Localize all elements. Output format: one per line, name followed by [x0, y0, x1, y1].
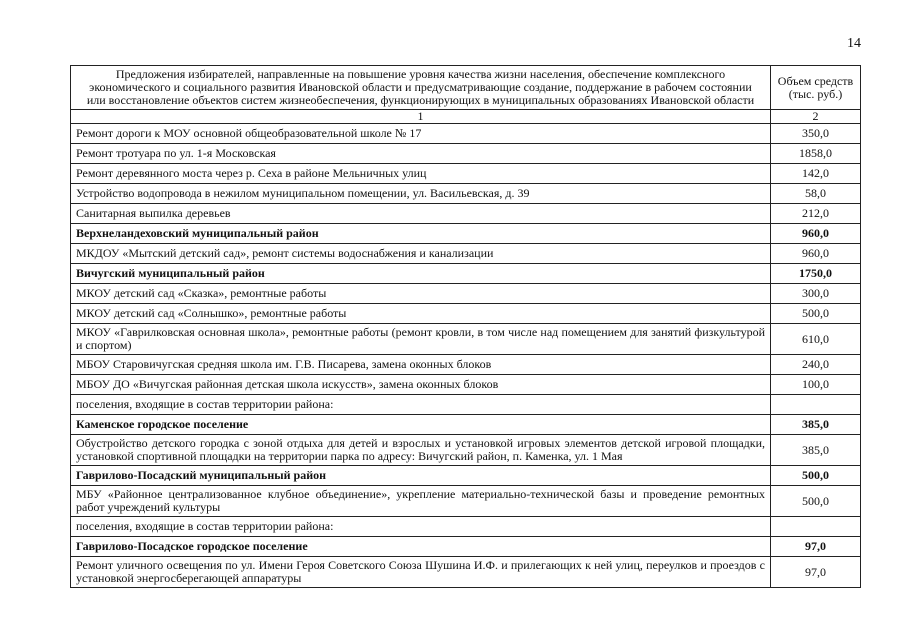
- row-value: 385,0: [771, 435, 861, 466]
- table-row: [71, 486, 861, 517]
- row-text: Обустройство детского городка с зоной отдыха для детей и взрослых и установкой игровых элементов детской игровой площадки, установкой спортивной площадки на территории парка по адресу: Вичугский район, п. Каменка, ул. 1 Мая: [71, 435, 771, 466]
- district-total: 960,0: [771, 224, 861, 244]
- row-text: МКОУ детский сад «Сказка», ремонтные работы: [71, 284, 771, 304]
- row-value: 1858,0: [771, 144, 861, 164]
- row-text: МБОУ Старовичугская средняя школа им. Г.В. Писарева, замена оконных блоков: [71, 355, 771, 375]
- row-value: 97,0: [771, 557, 861, 588]
- table-row: [71, 557, 861, 588]
- table-row: [71, 144, 861, 164]
- row-text: Ремонт дороги к МОУ основной общеобразовательной школе № 17: [71, 124, 771, 144]
- district-name: Верхнеландеховский муниципальный район: [71, 224, 771, 244]
- settlement-name: Каменское городское поселение: [71, 415, 771, 435]
- table-row: [71, 284, 861, 304]
- row-text: МКДОУ «Мытский детский сад», ремонт системы водоснабжения и канализации: [71, 244, 771, 264]
- district-heading-row: [71, 466, 861, 486]
- row-value: 500,0: [771, 486, 861, 517]
- district-total: 500,0: [771, 466, 861, 486]
- row-text: Санитарная выпилка деревьев: [71, 204, 771, 224]
- row-value: 610,0: [771, 324, 861, 355]
- table-row: [71, 164, 861, 184]
- row-value: 58,0: [771, 184, 861, 204]
- district-name: Вичугский муниципальный район: [71, 264, 771, 284]
- table-row: [71, 435, 861, 466]
- district-total: 1750,0: [771, 264, 861, 284]
- row-value: 500,0: [771, 304, 861, 324]
- settlements-subheading-row: [71, 517, 861, 537]
- header-description: Предложения избирателей, направленные на повышение уровня качества жизни населения, обеспечение комплексного экономического и социального развития Ивановской области и предусматривающие создание, поддержание в рабочем состоянии или восстановление объектов систем жизнеобеспечения, функционирующих в муниципальных образованиях Ивановской области: [71, 66, 771, 110]
- district-heading-row: [71, 264, 861, 284]
- column-number-2: 2: [771, 110, 861, 124]
- row-value: 212,0: [771, 204, 861, 224]
- row-value: 350,0: [771, 124, 861, 144]
- settlements-subheading-row: [71, 395, 861, 415]
- row-text: Устройство водопровода в нежилом муниципальном помещении, ул. Васильевская, д. 39: [71, 184, 771, 204]
- row-text: МБОУ ДО «Вичугская районная детская школа искусств», замена оконных блоков: [71, 375, 771, 395]
- table-row: [71, 204, 861, 224]
- row-value: 240,0: [771, 355, 861, 375]
- page-number: 14: [847, 36, 861, 51]
- row-text: МБУ «Районное централизованное клубное объединение», укрепление материально-технической базы и проведение ремонтных работ учреждений культуры: [71, 486, 771, 517]
- table-row: [71, 324, 861, 355]
- row-text: поселения, входящие в состав территории района:: [71, 395, 771, 415]
- settlement-total: 97,0: [771, 537, 861, 557]
- row-text: поселения, входящие в состав территории района:: [71, 517, 771, 537]
- row-value: 300,0: [771, 284, 861, 304]
- row-text: МКОУ детский сад «Солнышко», ремонтные работы: [71, 304, 771, 324]
- row-value: 100,0: [771, 375, 861, 395]
- header-amount: Объем средств (тыс. руб.): [771, 66, 861, 110]
- row-text: Ремонт тротуара по ул. 1-я Московская: [71, 144, 771, 164]
- settlement-total: 385,0: [771, 415, 861, 435]
- row-value: 960,0: [771, 244, 861, 264]
- row-text: МКОУ «Гаврилковская основная школа», ремонтные работы (ремонт кровли, в том числе над помещением для занятий физкультурой и спортом): [71, 324, 771, 355]
- proposals-table: [70, 65, 861, 588]
- settlement-heading-row: [71, 537, 861, 557]
- column-number-1: 1: [71, 110, 771, 124]
- table-header-row: [71, 66, 861, 110]
- settlement-heading-row: [71, 415, 861, 435]
- table-row: [71, 124, 861, 144]
- table-row: [71, 375, 861, 395]
- column-number-row: [71, 110, 861, 124]
- row-text: Ремонт деревянного моста через р. Сеха в районе Мельничных улиц: [71, 164, 771, 184]
- row-text: Ремонт уличного освещения по ул. Имени Героя Советского Союза Шушина И.Ф. и прилегающих к ней улиц, переулков и проездов с установкой энергосберегающей аппаратуры: [71, 557, 771, 588]
- row-value: 142,0: [771, 164, 861, 184]
- district-heading-row: [71, 224, 861, 244]
- row-value: [771, 517, 861, 537]
- district-name: Гаврилово-Посадский муниципальный район: [71, 466, 771, 486]
- table-row: [71, 355, 861, 375]
- table-row: [71, 184, 861, 204]
- table-row: [71, 304, 861, 324]
- settlement-name: Гаврилово-Посадское городское поселение: [71, 537, 771, 557]
- row-value: [771, 395, 861, 415]
- table-row: [71, 244, 861, 264]
